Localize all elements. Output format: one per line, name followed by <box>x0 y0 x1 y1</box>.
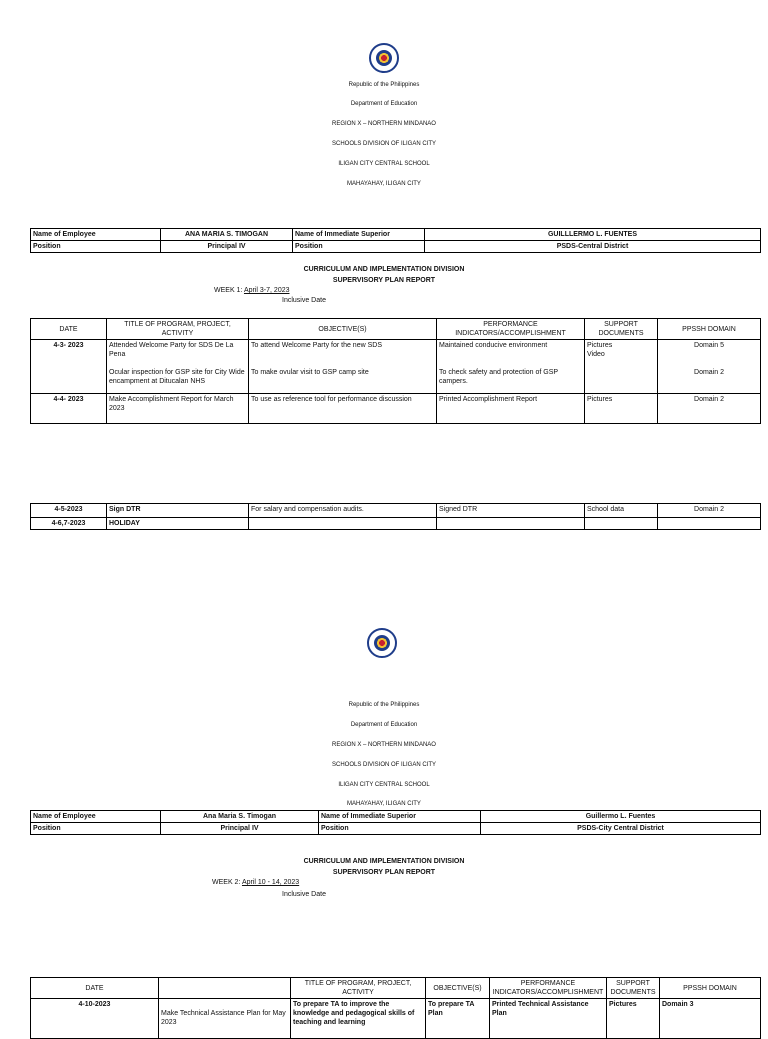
position-label: Position <box>31 823 161 835</box>
employee-name: Ana Maria S. Timogan <box>161 811 319 823</box>
cell-domain: Domain 2 <box>658 393 761 423</box>
col-header: PPSSH DOMAIN <box>660 978 761 999</box>
cell-objective: For salary and compensation audits. <box>249 504 437 518</box>
cell-objective-text: To make ovular visit to GSP camp site <box>251 369 369 376</box>
col-header: OBJECTIVE(S) <box>249 319 437 340</box>
cell-domain: Domain 2 <box>658 504 761 518</box>
cell-title-text: Ocular inspection for GSP site for City Wide encampment at Ditucalan NHS <box>109 369 245 385</box>
cell-docs: Pictures Video <box>585 340 658 388</box>
position-label: Position <box>31 241 161 253</box>
cell-title: Sign DTR <box>107 504 249 518</box>
employee-info-table <box>30 228 761 253</box>
cell-objective <box>249 340 437 388</box>
cell-docs: School data <box>585 504 658 518</box>
col-header: PERFORMANCE INDICATORS/ACCOMPLISHMENT <box>437 319 585 340</box>
cell-domain <box>658 518 761 530</box>
cell-indicator: Printed Technical Assistance Plan <box>490 999 607 1039</box>
cell-objective: To use as reference tool for performance discussion <box>249 393 437 423</box>
superior-position: PSDS-Central District <box>425 241 761 253</box>
header-line: ILIGAN CITY CENTRAL SCHOOL <box>338 161 430 167</box>
employee-name: ANA MARIA S. TIMOGAN <box>161 229 293 241</box>
cell-domain-text: Domain 2 <box>694 369 724 376</box>
week-number: WEEK 2: <box>212 879 241 886</box>
cell-docs: Pictures <box>607 999 660 1039</box>
cell-docs: Pictures <box>585 393 658 423</box>
cell-indicator-text: Maintained conducive environment <box>439 342 548 349</box>
cell-title-text: Attended Welcome Party for SDS De La Pena <box>109 342 234 358</box>
cell-indicator <box>437 518 585 530</box>
table-row <box>31 504 761 518</box>
cell-date: 4-4- 2023 <box>31 393 107 423</box>
col-header: TITLE OF PROGRAM, PROJECT, ACTIVITY <box>291 978 426 999</box>
week-number: WEEK 1: <box>214 287 243 294</box>
superior-name: Guillermo L. Fuentes <box>481 811 761 823</box>
col-header: PPSSH DOMAIN <box>658 319 761 340</box>
col-header: PERFORMANCE INDICATORS/ACCOMPLISHMENT <box>490 978 607 999</box>
header-line: SCHOOLS DIVISION OF ILIGAN CITY <box>331 762 437 768</box>
cell-domain: Domain 3 <box>660 999 761 1039</box>
table-row <box>31 340 761 388</box>
cell-objective-short: To prepare TA Plan <box>426 999 490 1039</box>
col-header: OBJECTIVE(S) <box>426 978 490 999</box>
position-label: Position <box>293 241 425 253</box>
cell-domain <box>658 340 761 388</box>
report-title: SUPERVISORY PLAN REPORT <box>332 277 436 284</box>
header-line: REGION X – NORTHERN MINDANAO <box>332 742 436 748</box>
name-label: Name of Employee <box>31 229 161 241</box>
week-dates: April 3-7, 2023 <box>243 287 290 294</box>
header-line: Republic of the Philippines <box>348 702 420 708</box>
cell-date: 4-3- 2023 <box>31 340 107 388</box>
plan-table <box>30 977 761 1039</box>
cell-title: Make Technical Assistance Plan for May 2023 <box>159 999 291 1039</box>
division-title: CURRICULUM AND IMPLEMENTATION DIVISION <box>303 266 465 273</box>
plan-table <box>30 318 761 424</box>
header-line: MAHAYAHAY, ILIGAN CITY <box>347 181 421 187</box>
header-line: REGION X – NORTHERN MINDANAO <box>332 121 436 127</box>
header-line: MAHAYAHAY, ILIGAN CITY <box>347 801 421 807</box>
plan-table-continued <box>30 503 761 530</box>
cell-objective: To prepare TA to improve the knowledge and pedagogical skills of teaching and learning <box>291 999 426 1039</box>
employee-info-table <box>30 810 761 835</box>
col-header: TITLE OF PROGRAM, PROJECT, ACTIVITY <box>107 319 249 340</box>
col-header: SUPPORT DOCUMENTS <box>585 319 658 340</box>
deped-seal-icon <box>369 43 399 73</box>
name-label: Name of Employee <box>31 811 161 823</box>
cell-docs <box>585 518 658 530</box>
table-row <box>31 518 761 530</box>
superior-name: GUILLLERMO L. FUENTES <box>425 229 761 241</box>
header-line: Department of Education <box>350 101 418 107</box>
table-row <box>31 999 761 1039</box>
cell-date: 4-5-2023 <box>31 504 107 518</box>
header-line: SCHOOLS DIVISION OF ILIGAN CITY <box>331 141 437 147</box>
inclusive-date-label: Inclusive Date <box>282 891 326 898</box>
cell-title <box>107 340 249 388</box>
cell-objective-text: To attend Welcome Party for the new SDS <box>251 342 382 349</box>
col-header: SUPPORT DOCUMENTS <box>607 978 660 999</box>
cell-indicator <box>437 340 585 388</box>
col-header: DATE <box>31 319 107 340</box>
week-dates: April 10 - 14, 2023 <box>241 879 300 886</box>
superior-label: Name of Immediate Superior <box>319 811 481 823</box>
cell-indicator-text: To check safety and protection of GSP campers. <box>439 369 558 385</box>
cell-objective <box>249 518 437 530</box>
superior-position: PSDS-City Central District <box>481 823 761 835</box>
cell-indicator: Printed Accomplishment Report <box>437 393 585 423</box>
employee-position: Principal IV <box>161 823 319 835</box>
table-row <box>31 393 761 423</box>
report-title: SUPERVISORY PLAN REPORT <box>332 869 436 876</box>
employee-position: Principal IV <box>161 241 293 253</box>
cell-domain-text: Domain 5 <box>694 342 724 349</box>
deped-seal-icon <box>367 628 397 658</box>
header-line: Department of Education <box>350 722 418 728</box>
week-label <box>212 878 299 887</box>
col-header: DATE <box>31 978 159 999</box>
week-label <box>214 286 290 295</box>
cell-date: 4-10-2023 <box>31 999 159 1039</box>
superior-label: Name of Immediate Superior <box>293 229 425 241</box>
col-header <box>159 978 291 999</box>
header-line: Republic of the Philippines <box>348 82 420 88</box>
cell-indicator: Signed DTR <box>437 504 585 518</box>
inclusive-date-label: Inclusive Date <box>282 297 326 304</box>
position-label: Position <box>319 823 481 835</box>
division-title: CURRICULUM AND IMPLEMENTATION DIVISION <box>303 858 465 865</box>
cell-title: Make Accomplishment Report for March 2023 <box>107 393 249 423</box>
header-line: ILIGAN CITY CENTRAL SCHOOL <box>338 782 430 788</box>
cell-title: HOLIDAY <box>107 518 249 530</box>
cell-date: 4-6,7-2023 <box>31 518 107 530</box>
